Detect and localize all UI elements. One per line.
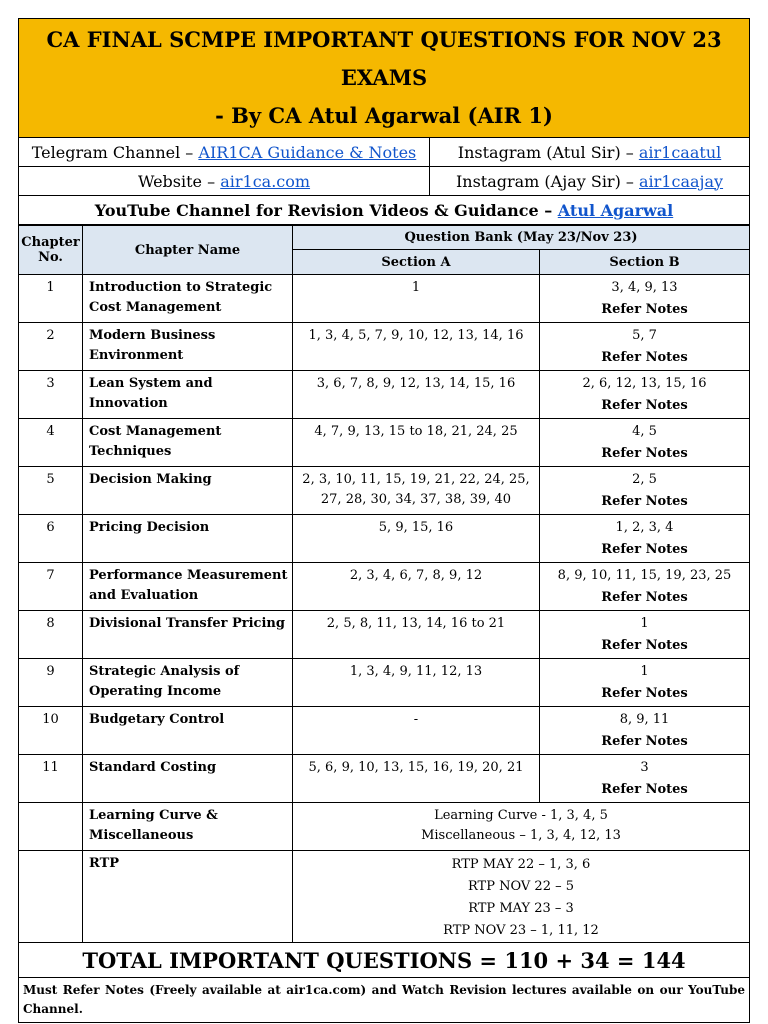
section-a-questions: 1, 3, 4, 9, 11, 12, 13: [293, 659, 540, 707]
refer-notes-label: Refer Notes: [601, 590, 688, 605]
total-questions: TOTAL IMPORTANT QUESTIONS = 110 + 34 = 144: [19, 943, 750, 978]
chapter-row: [19, 707, 750, 755]
learning-curve-questions: [293, 803, 750, 851]
question-bank-header: Question Bank (May 23/Nov 23): [293, 226, 750, 250]
refer-notes-label: Refer Notes: [601, 494, 688, 509]
title-line-1: CA FINAL SCMPE IMPORTANT QUESTIONS FOR NOV 23 EXAMS: [46, 27, 722, 90]
chapter-rows: [19, 275, 750, 803]
youtube-label: YouTube Channel for Revision Videos & Guidance –: [94, 200, 553, 220]
chapter-name: Strategic Analysis of Operating Income: [83, 659, 293, 707]
chapter-name: Budgetary Control: [83, 707, 293, 755]
chapter-no: 11: [19, 755, 83, 803]
refer-notes-label: Refer Notes: [601, 734, 688, 749]
section-b-questions: [540, 275, 750, 323]
questions-table: [18, 225, 750, 1023]
chapter-name: Lean System and Innovation: [83, 371, 293, 419]
chapter-row: [19, 275, 750, 323]
website-link[interactable]: air1ca.com: [220, 171, 311, 191]
chapter-no-header: Chapter No.: [19, 226, 83, 275]
instagram-ajay-cell: [430, 167, 750, 196]
youtube-cell: [19, 196, 750, 225]
chapter-name: Pricing Decision: [83, 515, 293, 563]
section-b-questions: [540, 371, 750, 419]
refer-notes-label: Refer Notes: [601, 638, 688, 653]
chapter-row: [19, 467, 750, 515]
footer-note: Must Refer Notes (Freely available at air1ca.com) and Watch Revision lectures available on our YouTube Channel.: [19, 978, 750, 1023]
chapter-row: [19, 419, 750, 467]
section-a-questions: 2, 5, 8, 11, 13, 14, 16 to 21: [293, 611, 540, 659]
refer-notes-label: Refer Notes: [601, 782, 688, 797]
chapter-name: Standard Costing: [83, 755, 293, 803]
chapter-name: Learning Curve & Miscellaneous: [83, 803, 293, 851]
chapter-no: 2: [19, 323, 83, 371]
chapter-no: 5: [19, 467, 83, 515]
chapter-name-header: Chapter Name: [83, 226, 293, 275]
website-cell: [19, 167, 430, 196]
section-b-values: 3, 4, 9, 13: [611, 280, 678, 295]
telegram-cell: [19, 138, 430, 167]
refer-notes-label: Refer Notes: [601, 398, 688, 413]
chapter-name: Decision Making: [83, 467, 293, 515]
rtp-line-1: RTP MAY 22 – 1, 3, 6: [451, 857, 591, 872]
section-b-questions: [540, 563, 750, 611]
learning-curve-row: [19, 803, 750, 851]
section-b-questions: [540, 419, 750, 467]
refer-notes-label: Refer Notes: [601, 686, 688, 701]
chapter-no: 6: [19, 515, 83, 563]
refer-notes-label: Refer Notes: [601, 446, 688, 461]
instagram-ajay-link[interactable]: air1caajay: [639, 171, 724, 191]
section-b-header: Section B: [540, 250, 750, 275]
section-b-values: 1: [640, 616, 649, 631]
chapter-no: 9: [19, 659, 83, 707]
section-b-values: 4, 5: [632, 424, 657, 439]
section-a-header: Section A: [293, 250, 540, 275]
rtp-line-2: RTP NOV 22 – 5: [467, 879, 574, 894]
chapter-no: [19, 851, 83, 943]
chapter-name: RTP: [83, 851, 293, 943]
section-b-questions: [540, 755, 750, 803]
chapter-row: [19, 371, 750, 419]
section-a-questions: 2, 3, 4, 6, 7, 8, 9, 12: [293, 563, 540, 611]
rtp-line-4: RTP NOV 23 – 1, 11, 12: [443, 923, 599, 938]
section-a-questions: 4, 7, 9, 13, 15 to 18, 21, 24, 25: [293, 419, 540, 467]
rtp-questions: [293, 851, 750, 943]
section-b-values: 3: [640, 760, 649, 775]
page-title: [19, 19, 750, 138]
section-b-values: 8, 9, 11: [619, 712, 670, 727]
chapter-no: 4: [19, 419, 83, 467]
chapter-name: Modern Business Environment: [83, 323, 293, 371]
section-b-questions: [540, 515, 750, 563]
section-b-values: 1, 2, 3, 4: [615, 520, 674, 535]
rtp-line-3: RTP MAY 23 – 3: [468, 901, 574, 916]
section-b-questions: [540, 467, 750, 515]
chapter-name: Introduction to Strategic Cost Management: [83, 275, 293, 323]
header-table: [18, 18, 750, 225]
section-b-values: 2, 6, 12, 13, 15, 16: [582, 376, 707, 391]
chapter-name: Performance Measurement and Evaluation: [83, 563, 293, 611]
chapter-row: [19, 563, 750, 611]
section-a-questions: 5, 6, 9, 10, 13, 15, 16, 19, 20, 21: [293, 755, 540, 803]
chapter-row: [19, 611, 750, 659]
section-a-questions: 5, 9, 15, 16: [293, 515, 540, 563]
refer-notes-label: Refer Notes: [601, 350, 688, 365]
telegram-label: Telegram Channel –: [31, 142, 194, 162]
refer-notes-label: Refer Notes: [601, 302, 688, 317]
section-a-questions: -: [293, 707, 540, 755]
chapter-row: [19, 515, 750, 563]
miscellaneous-line: Miscellaneous – 1, 3, 4, 12, 13: [421, 828, 621, 843]
learning-curve-line: Learning Curve - 1, 3, 4, 5: [434, 808, 608, 823]
chapter-no: 3: [19, 371, 83, 419]
instagram-ajay-label: Instagram (Ajay Sir) –: [455, 171, 634, 191]
section-a-questions: 3, 6, 7, 8, 9, 12, 13, 14, 15, 16: [293, 371, 540, 419]
section-b-values: 8, 9, 10, 11, 15, 19, 23, 25: [557, 568, 732, 583]
instagram-atul-label: Instagram (Atul Sir) –: [457, 142, 634, 162]
section-a-questions: 1, 3, 4, 5, 7, 9, 10, 12, 13, 14, 16: [293, 323, 540, 371]
section-b-questions: [540, 707, 750, 755]
website-label: Website –: [137, 171, 216, 191]
chapter-no: 8: [19, 611, 83, 659]
section-b-questions: [540, 611, 750, 659]
section-a-questions: 2, 3, 10, 11, 15, 19, 21, 22, 24, 25, 27, 28, 30, 34, 37, 38, 39, 40: [293, 467, 540, 515]
title-line-2: - By CA Atul Agarwal (AIR 1): [215, 103, 553, 128]
instagram-atul-cell: [430, 138, 750, 167]
rtp-row: [19, 851, 750, 943]
chapter-no: 1: [19, 275, 83, 323]
chapter-row: [19, 755, 750, 803]
chapter-row: [19, 323, 750, 371]
chapter-no: [19, 803, 83, 851]
section-b-values: 2, 5: [632, 472, 657, 487]
instagram-atul-link[interactable]: air1caatul: [638, 142, 722, 162]
chapter-name: Divisional Transfer Pricing: [83, 611, 293, 659]
chapter-row: [19, 659, 750, 707]
telegram-link[interactable]: AIR1CA Guidance & Notes: [198, 142, 417, 162]
document-sheet: [18, 18, 749, 1023]
section-b-questions: [540, 659, 750, 707]
section-b-questions: [540, 323, 750, 371]
section-b-values: 1: [640, 664, 649, 679]
refer-notes-label: Refer Notes: [601, 542, 688, 557]
chapter-no: 7: [19, 563, 83, 611]
section-a-questions: 1: [293, 275, 540, 323]
section-b-values: 5, 7: [632, 328, 657, 343]
youtube-link[interactable]: Atul Agarwal: [557, 200, 674, 220]
chapter-name: Cost Management Techniques: [83, 419, 293, 467]
chapter-no: 10: [19, 707, 83, 755]
